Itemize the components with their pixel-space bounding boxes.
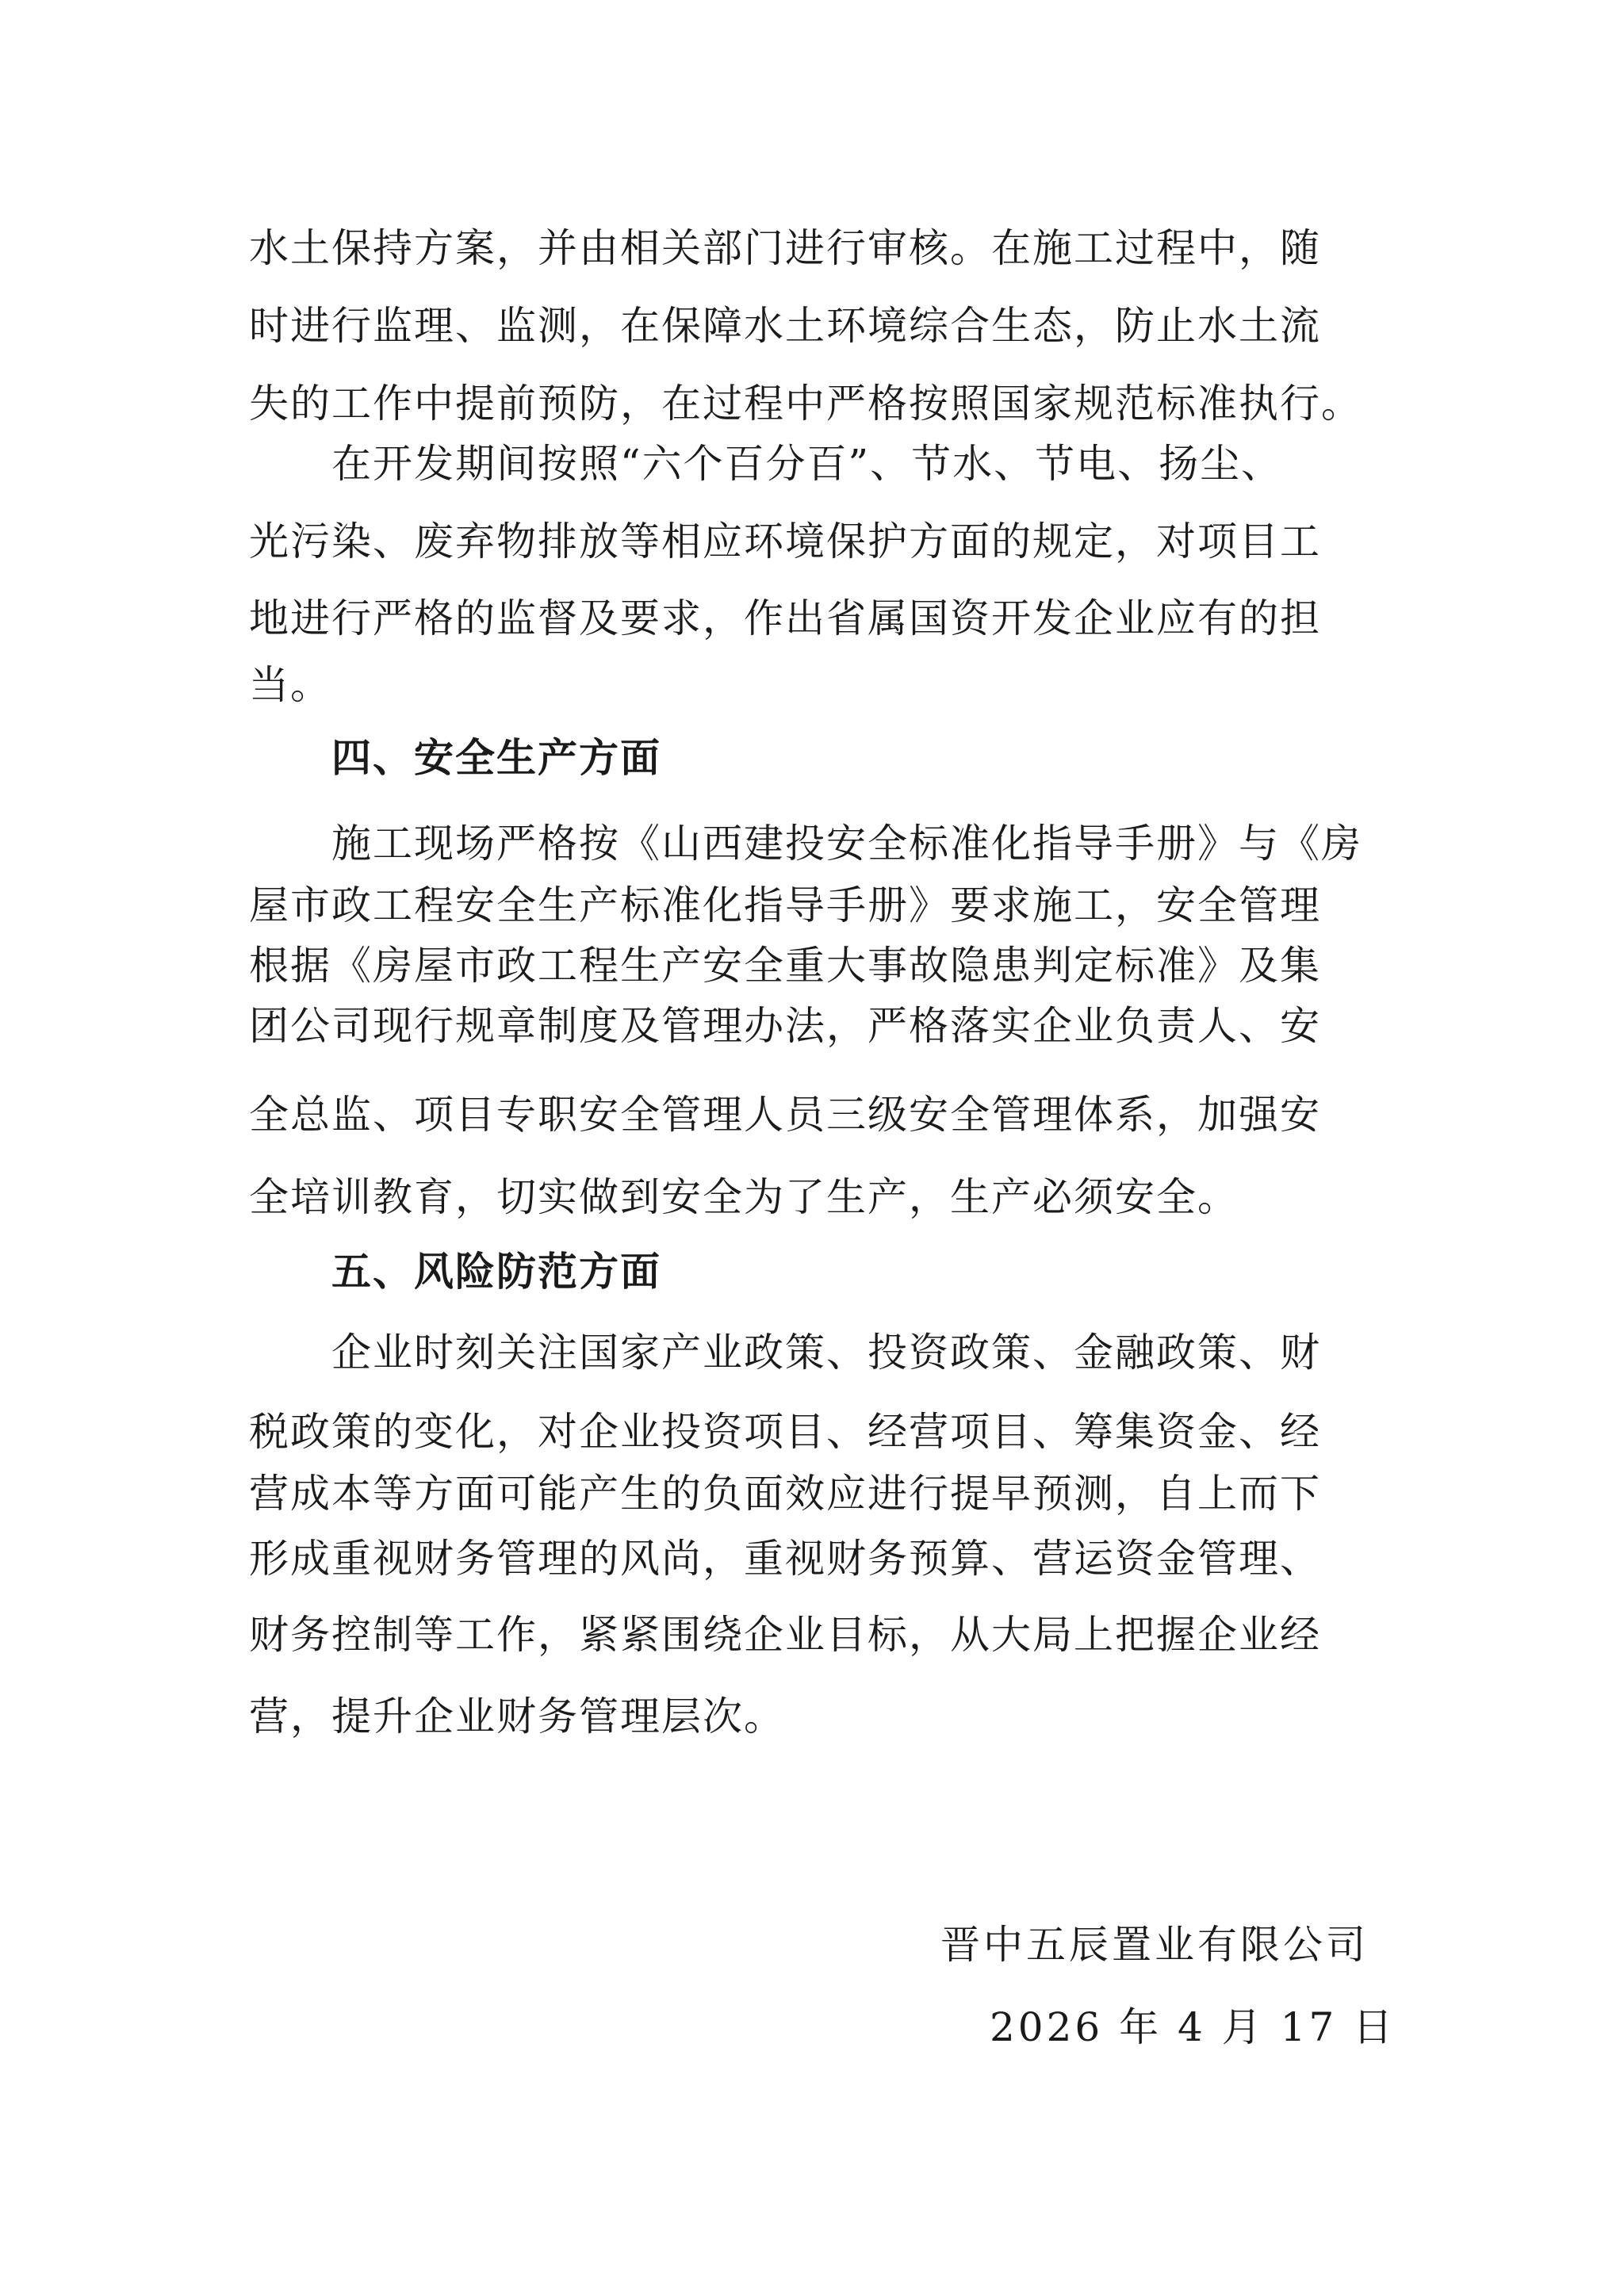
body-line: 当。 [249,662,331,708]
body-line: 企业时刻关注国家产业政策、投资政策、金融政策、财 [331,1330,1321,1376]
signature-date: 2026 年 4 月 17 日 [990,2004,1396,2050]
section-heading: 五、风险防范方面 [331,1249,661,1295]
body-line: 时进行监理、监测，在保障水土环境综合生态，防止水土流 [249,303,1321,349]
body-line: 光污染、废弃物排放等相应环境保护方面的规定，对项目工 [249,519,1321,564]
body-line: 税政策的变化，对企业投资项目、经营项目、筹集资金、经 [249,1409,1321,1455]
body-line: 屋市政工程安全生产标准化指导手册》要求施工，安全管理 [249,882,1321,928]
body-line: 失的工作中提前预防，在过程中严格按照国家规范标准执行。 [249,381,1362,427]
signature-company: 晋中五辰置业有限公司 [940,1922,1369,1968]
body-line: 地进行严格的监督及要求，作出省属国资开发企业应有的担 [249,595,1321,641]
body-line: 根据《房屋市政工程生产安全重大事故隐患判定标准》及集 [249,943,1321,989]
body-line: 财务控制等工作，紧紧围绕企业目标，从大局上把握企业经 [249,1612,1321,1658]
body-line: 在开发期间按照“六个百分百”、节水、节电、扬尘、 [331,441,1283,487]
body-line: 形成重视财务管理的风尚，重视财务预算、营运资金管理、 [249,1536,1321,1582]
body-line: 施工现场严格按《山西建投安全标准化指导手册》与《房 [331,821,1362,867]
body-line: 全培训教育，切实做到安全为了生产，生产必须安全。 [249,1174,1239,1220]
body-line: 团公司现行规章制度及管理办法，严格落实企业负责人、安 [249,1003,1321,1049]
body-line: 全总监、项目专职安全管理人员三级安全管理体系，加强安 [249,1092,1321,1138]
body-line: 营，提升企业财务管理层次。 [249,1693,785,1739]
body-line: 营成本等方面可能产生的负面效应进行提早预测，自上而下 [249,1471,1321,1517]
section-heading: 四、安全生产方面 [331,735,661,781]
body-line: 水土保持方案，并由相关部门进行审核。在施工过程中，随 [249,225,1321,271]
